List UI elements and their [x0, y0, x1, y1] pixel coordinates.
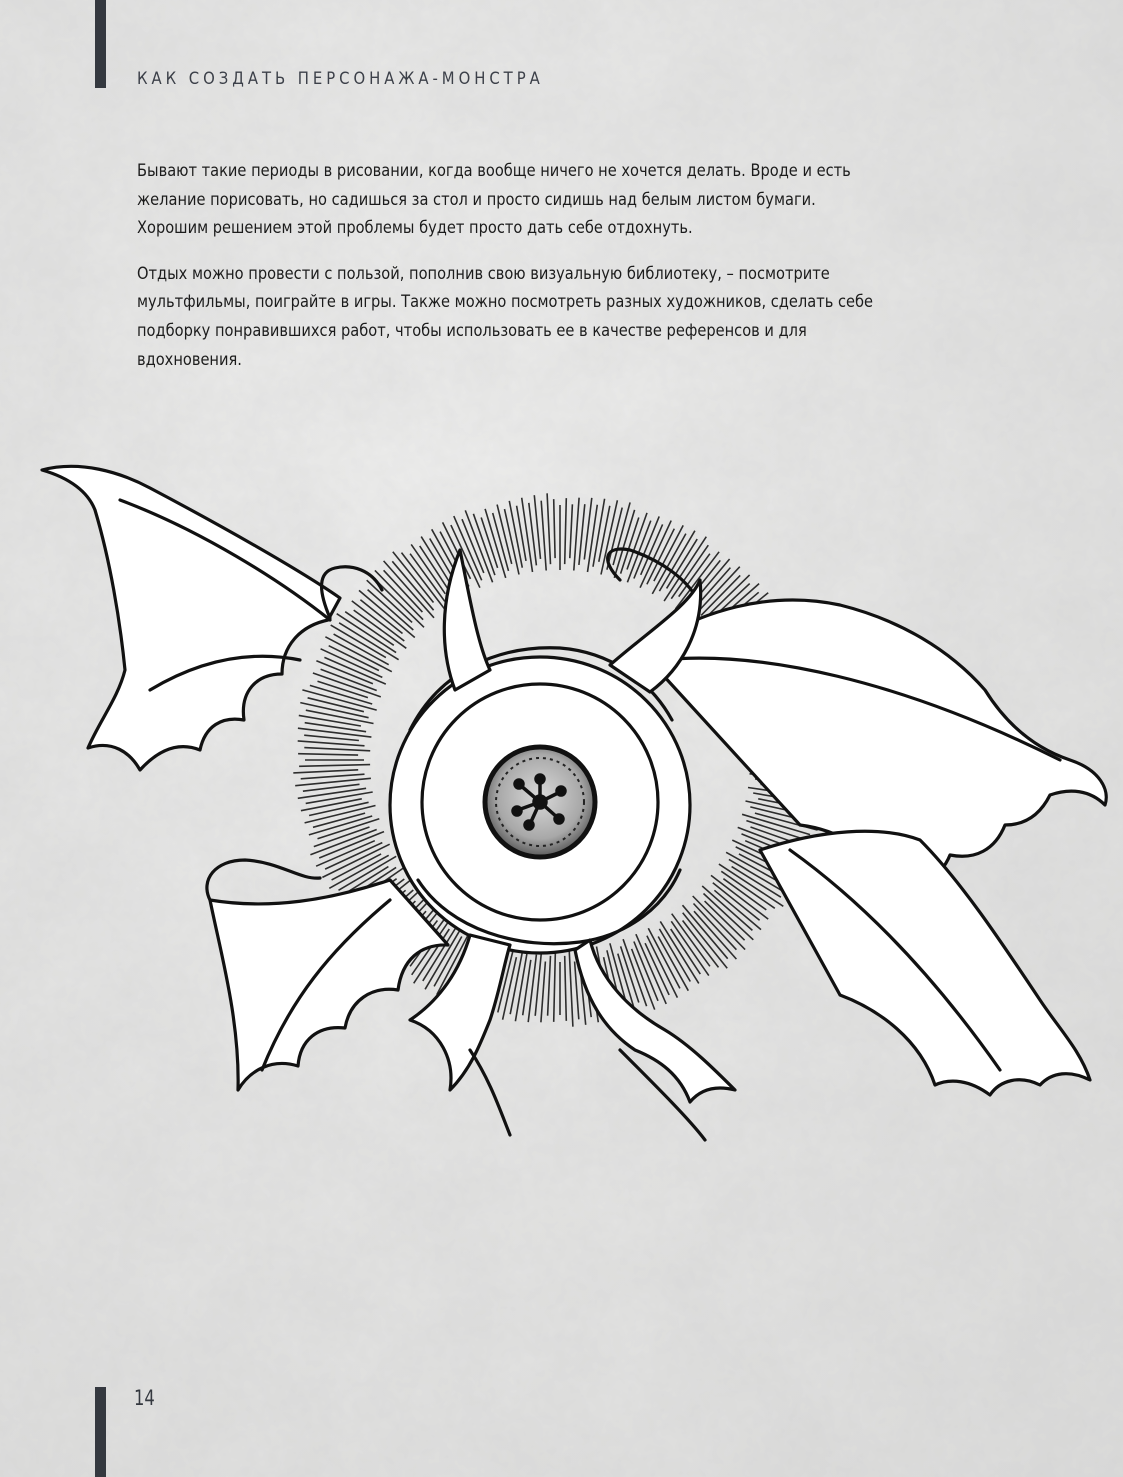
- halo-hatch-line: [569, 950, 573, 1027]
- halo-hatch-line: [316, 661, 373, 684]
- bottom-accent-bar: [95, 1387, 106, 1477]
- halo-hatch-line: [306, 792, 373, 803]
- halo-hatch-line: [579, 504, 585, 565]
- halo-hatch-line: [334, 634, 389, 665]
- halo-hatch-line: [295, 778, 371, 785]
- halo-hatch-line: [299, 715, 361, 726]
- halo-hatch-line: [345, 612, 394, 646]
- halo-hatch-line: [554, 950, 556, 1022]
- lower-left-wing: [210, 880, 448, 1090]
- halo-hatch-line: [299, 765, 370, 767]
- halo-hatch-line: [304, 735, 359, 740]
- halo-hatch-line: [541, 962, 546, 1023]
- halo-hatch-line: [659, 929, 690, 982]
- halo-hatch-line: [298, 741, 365, 746]
- halo-hatch-line: [548, 956, 551, 1016]
- halo-hatch-line: [359, 590, 415, 637]
- halo-hatch-line: [575, 962, 579, 1020]
- halo-hatch-line: [310, 830, 376, 855]
- running-head-title: КАК СОЗДАТЬ ПЕРСОНАЖА-МОНСТРА: [137, 69, 544, 88]
- halo-hatch-line: [298, 754, 358, 755]
- top-accent-bar: [95, 0, 106, 88]
- halo-hatch-line: [384, 561, 434, 618]
- page-number: 14: [134, 1386, 155, 1410]
- halo-hatch-line: [522, 498, 533, 572]
- halo-hatch-line: [473, 514, 495, 575]
- halo-hatch-line: [554, 499, 555, 558]
- halo-hatch-line: [462, 519, 484, 573]
- left-leg: [410, 935, 510, 1090]
- upper-left-wing: [42, 466, 340, 770]
- halo-hatch-line: [293, 770, 358, 773]
- halo-hatch-line: [547, 493, 550, 564]
- halo-hatch-line: [574, 498, 579, 571]
- halo-hatch-line: [541, 501, 546, 571]
- paragraph-2: Отдых можно провести с пользой, пополнив свою визуальную библиотеку, – посмотрите мультфильмы, поиграйте в игры. Также можно посмотреть разных художников, сделать себе подборку понравившихся работ, чтобы использовать ее в качестве референсов и для вдохновения.: [137, 263, 874, 370]
- lower-right-wing: [760, 831, 1090, 1095]
- body-text: [137, 157, 877, 391]
- paragraph-1: Бывают такие периоды в рисовании, когда вообще ничего не хочется делать. Вроде и есть желание порисовать, но садишься за стол и просто сидишь над белым листом бумаги. Хорошим решением этой проблемы будет просто дать себе отдохнуть.: [137, 161, 851, 239]
- halo-hatch-line: [565, 498, 567, 564]
- halo-hatch-line: [693, 896, 745, 950]
- halo-hatch-line: [304, 748, 370, 751]
- halo-hatch-line: [301, 774, 365, 779]
- halo-hatch-line: [360, 600, 402, 634]
- halo-hatch-line: [301, 799, 362, 811]
- halo-hatch-line: [614, 510, 634, 578]
- halo-hatch-line: [565, 956, 567, 1021]
- halo-hatch-line: [313, 673, 381, 697]
- halo-hatch-line: [570, 504, 573, 558]
- halo-hatch-line: [634, 516, 659, 578]
- winged-eyeball-monster-icon: [0, 430, 1123, 1190]
- halo-hatch-line: [485, 509, 506, 578]
- halo-hatch-line: [705, 901, 745, 940]
- halo-hatch-line: [321, 669, 377, 690]
- halo-hatch-line: [641, 524, 663, 574]
- halo-hatch-line: [593, 499, 605, 567]
